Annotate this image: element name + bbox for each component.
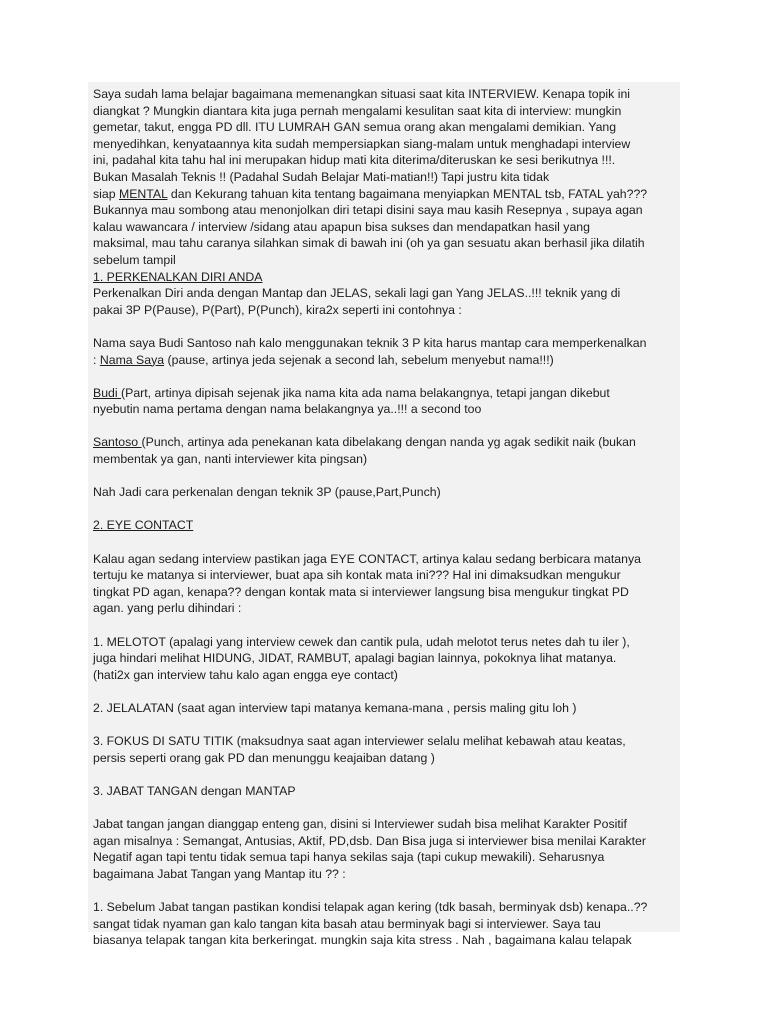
section-2-body <box>93 551 680 617</box>
document-body[interactable] <box>88 82 680 948</box>
text-line: 3. FOKUS DI SATU TITIK (maksudnya saat agan interviewer selalu melihat kebawah atau keatas, <box>93 734 626 749</box>
santoso-paragraph <box>93 434 680 467</box>
section-3-body <box>93 816 680 882</box>
spacer <box>93 318 680 335</box>
intro-paragraph <box>93 86 680 269</box>
text-line: Negatif agan tapi tentu tidak semua tapi hanya sekilas saja (tapi cukup mewakili). Seharusnya <box>93 850 605 865</box>
section-1-heading[interactable]: 1. PERKENALKAN DIRI ANDA <box>93 269 263 284</box>
text-line: Saya sudah lama belajar bagaimana memenangkan situasi saat kita INTERVIEW. Kenapa topik ini <box>93 87 631 101</box>
text-line: 1. MELOTOT (apalagi yang interview cewek dan cantik pula, udah melotot terus netes dah tu iler ), <box>93 634 630 649</box>
section-1-closing <box>93 484 680 501</box>
text-line: Kalau agan sedang interview pastikan jaga EYE CONTACT, artinya kalau sedang berbicara matanya <box>93 551 641 566</box>
text-line: (hati2x gan interview tahu kalo agan engga eye contact) <box>93 667 398 682</box>
text-line <box>93 385 680 402</box>
text-line: Nah Jadi cara perkenalan dengan teknik 3P (pause,Part,Punch) <box>93 485 441 500</box>
text-line: ini, padahal kita tahu hal ini merupakan hidup mati kita diterima/diteruskan ke sesi berikutnya !!!. <box>93 153 616 168</box>
text-line: menyedihkan, kenyataannya kita sudah mempersiapkan siang-malam untuk menghadapi interview <box>93 136 631 151</box>
text-line: tertuju ke matanya si interviewer, buat apa sih kontak mata ini??? Hal ini dimaksudkan mengukur <box>93 568 621 583</box>
santoso-link[interactable]: Santoso <box>93 435 142 450</box>
text-line: 1. Sebelum Jabat tangan pastikan kondisi telapak agan kering (tdk basah, berminyak dsb) kenapa..?? <box>93 900 648 915</box>
text-line: nyebutin nama pertama dengan nama belakangnya ya..!!! a second too <box>93 402 482 417</box>
section-2-heading[interactable]: 2. EYE CONTACT <box>93 518 194 533</box>
text-segment: siap <box>93 186 119 201</box>
section-3-item-1 <box>93 899 680 949</box>
text-line: agan misalnya : Semangat, Antusias, Aktif, PD,dsb. Dan Bisa juga si interviewer bisa menilai Karakter <box>93 833 646 848</box>
section-3-heading-block <box>93 783 680 800</box>
section-1-heading-block <box>93 269 680 319</box>
text-line: sangat tidak nyaman gan kalo tangan kita basah atau berminyak bagi si interviewer. Saya tau <box>93 916 601 931</box>
section-2-item-3 <box>93 733 680 766</box>
nama-saya-link[interactable]: Nama Saya <box>99 352 165 367</box>
text-line: 2. JELALATAN (saat agan interview tapi matanya kemana-mana , persis maling gitu loh ) <box>93 700 577 715</box>
budi-link[interactable]: Budi <box>93 385 122 400</box>
text-segment: (Part, artinya dipisah sejenak jika nama kita ada nama belakangnya, tetapi jangan dikebut <box>121 385 610 400</box>
text-segment: : <box>93 352 100 367</box>
text-line: Perkenalkan Diri anda dengan Mantap dan JELAS, sekali lagi gan Yang JELAS..!!! teknik yang di <box>93 286 621 301</box>
text-line: persis seperti orang gak PD dan menunggu keajaiban datang ) <box>93 750 435 765</box>
text-line: gemetar, takut, engga PD dll. ITU LUMRAH GAN semua orang akan mengalami demikian. Yang <box>93 120 617 135</box>
text-line: diangkat ? Mungkin diantara kita juga pernah mengalami kesulitan saat kita di interview: mungkin <box>93 103 622 118</box>
text-line: agan. yang perlu dihindari : <box>93 601 242 616</box>
text-line: sebelum tampil <box>93 252 176 267</box>
budi-paragraph <box>93 385 680 418</box>
text-line: juga hindari melihat HIDUNG, JIDAT, RAMBUT, apalagi bagian lainnya, pokoknya lihat matanya. <box>93 651 617 666</box>
text-line <box>93 434 680 451</box>
text-line: Bukannya mau sombong atau menonjolkan diri tetapi disini saya mau kasih Resepnya , supaya agan <box>93 203 643 218</box>
text-line: tingkat PD agan, kenapa?? dengan kontak mata si interviewer langsung bisa mengukur tingkat PD <box>93 584 629 599</box>
text-line: biasanya telapak tangan kita berkeringat. mungkin saja kita stress . Nah , bagaimana kalau telapak <box>93 933 632 948</box>
text-segment: (pause, artinya jeda sejenak a second lah, sebelum menyebut nama!!!) <box>164 352 554 367</box>
text-line: Nama saya Budi Santoso nah kalo menggunakan teknik 3 P kita harus mantap cara memperkenalkan <box>93 335 647 350</box>
text-line: membentak ya gan, nanti interviewer kita pingsan) <box>93 452 368 467</box>
text-line: maksimal, mau tahu caranya silahkan simak di bawah ini (oh ya gan sesuatu akan berhasil jika dilatih <box>93 236 645 251</box>
section-2-item-2 <box>93 700 680 717</box>
section-2-item-1 <box>93 634 680 684</box>
text-line: kalau wawancara / interview /sidang atau apapun bisa sukses dan mendapatkan hasil yang <box>93 219 590 234</box>
text-line <box>93 352 680 369</box>
mental-link[interactable]: MENTAL <box>118 186 168 201</box>
text-line <box>93 186 680 203</box>
section-3-heading: 3. JABAT TANGAN dengan MANTAP <box>93 783 296 798</box>
text-line: bagaimana Jabat Tangan yang Mantap itu ?? : <box>93 866 346 881</box>
text-segment: (Punch, artinya ada penekanan kata dibelakang dengan nanda yg agak sedikit naik (bukan <box>141 435 636 450</box>
name-example-paragraph <box>93 335 680 368</box>
text-line: Jabat tangan jangan dianggap enteng gan, disini si Interviewer sudah bisa melihat Karakter Positif <box>93 817 627 832</box>
section-2-heading-block <box>93 517 680 534</box>
text-line: Bukan Masalah Teknis !! (Padahal Sudah Belajar Mati-matian!!) Tapi justru kita tidak <box>93 169 550 184</box>
text-segment: dan Kekurang tahuan kita tentang bagaimana menyiapkan MENTAL tsb, FATAL yah??? <box>167 186 648 201</box>
text-line: pakai 3P P(Pause), P(Part), P(Punch), kira2x seperti ini contohnya : <box>93 302 462 317</box>
